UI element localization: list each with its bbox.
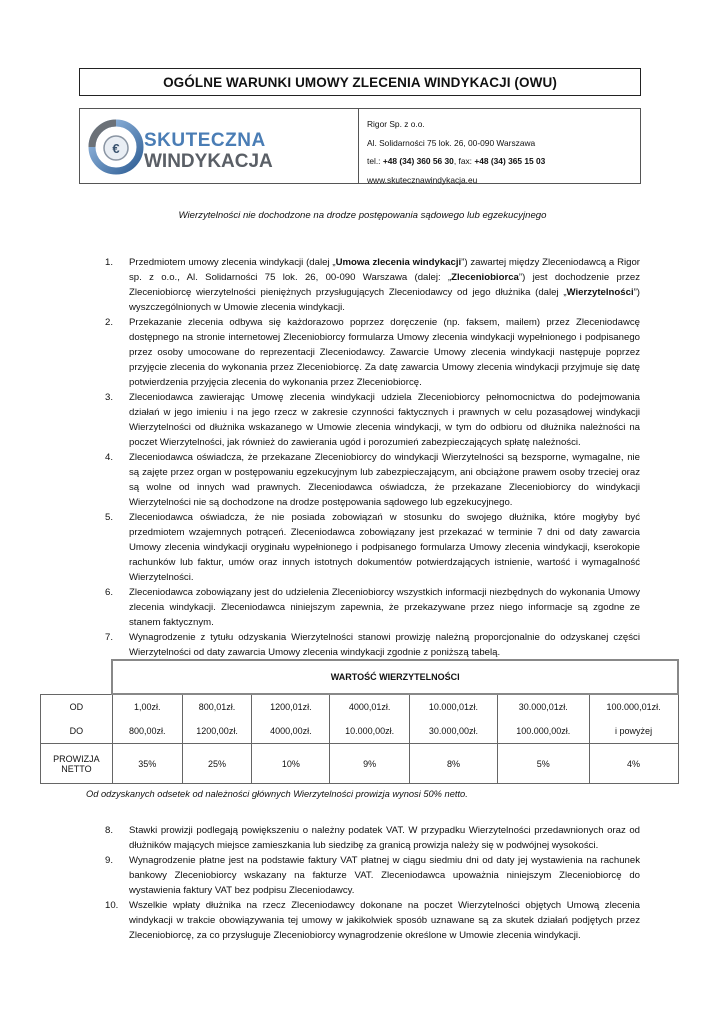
term-text: Przedmiotem umowy zlecenia windykacji (dalej „: [129, 257, 336, 268]
term-item: [105, 898, 640, 943]
term-item: [105, 255, 640, 315]
range-to: 30.000,00zł.: [428, 726, 478, 736]
range-from: 100.000,01zł.: [606, 702, 661, 712]
term-text: Wynagrodzenie z tytułu odzyskania Wierzytelności stanowi prowizję należną proporcjonalnie do odzyskanej części Wierzytelności od daty zawarcia Umowy zlecenia windykacji zgodnie z poniższą tabelą.: [129, 632, 640, 658]
term-text: Zleceniodawca oświadcza, że nie posiada zobowiązań w stosunku do swojego dłużnika, które mogłyby być przedmiotem wzajemnych potrąceń. Zleceniodawca zobowiązany jest przekazać w terminie 7 dni od daty zawarcia Umowy zlecenia windykacji oryginału wypełnionego i podpisanego formularza Umowy zlecenia windykacji, kserokopie rachunków lub faktur, umów oraz innych istotnych dokumentów potwierdzających istnienie, wartość i wymagalność Wierzytelności.: [129, 512, 640, 583]
term-text: Wynagrodzenie płatne jest na podstawie faktury VAT płatnej w ciągu siedmiu dni od daty jej wystawienia na rachunek bankowy Zleceniobiorcy wskazany na fakturze VAT. Zleceniodawca upoważnia niniejszym Zleceniobiorcę do wystawienia faktury VAT bez podpisu Zleceniodawcy.: [129, 855, 640, 896]
term-text: Zleceniodawca oświadcza, że przekazane Zleceniobiorcy do windykacji Wierzytelności są bezsporne, wymagalne, nie są zajęte przez organ w postępowaniu egzekucyjnym lub zabezpieczającym, ani obciążone prawem osoby trzeciej oraz są wolne od innych wad prawnych. Zleceniodawca oświadcza, że przekazane Zleceniobiorcy do windykacji Wierzytelności nie są dochodzone na drodze postępowania sądowego lub egzekucyjnego.: [129, 452, 640, 508]
range-to: 800,00zł.: [128, 726, 166, 736]
commission-cell: 9%: [330, 744, 410, 784]
terms-list-2: [105, 823, 640, 943]
company-website[interactable]: www.skutecznawindykacja.eu: [367, 174, 478, 185]
range-cell: [497, 694, 589, 744]
term-number: 6.: [105, 587, 114, 598]
term-number: 3.: [105, 392, 114, 403]
logo-line2: WINDYKACJA: [144, 151, 273, 172]
range-cell: [330, 694, 410, 744]
range-cell: [410, 694, 498, 744]
commission-cell: 35%: [112, 744, 182, 784]
table-header: WARTOŚĆ WIERZYTELNOŚCI: [112, 660, 678, 694]
term-text: Stawki prowizji podlegają powiększeniu o należny podatek VAT. W przypadku Wierzytelności przedawnionych oraz od dłużników mających miejsce zamieszkania lub siedzibę za granicą prowizja należy się w podwójnej wysokości.: [129, 825, 640, 851]
commission-table-wrap: [40, 659, 679, 784]
logo: [80, 109, 359, 183]
range-label-cell: [41, 694, 113, 744]
fax-label: , fax:: [453, 156, 475, 166]
term-number: 1.: [105, 257, 114, 268]
term-defined: Wierzytelności: [566, 287, 634, 298]
commission-cell: 8%: [410, 744, 498, 784]
term-text: ”) zawartej między Zleceniodawcą a Rigor sp. z o.o., Al. Solidarności 75 lok. 26, 00-090 Warszawa (dalej: „: [129, 257, 640, 283]
range-cell: [112, 694, 182, 744]
term-item: [105, 630, 640, 660]
term-item: [105, 823, 640, 853]
term-item: [105, 585, 640, 630]
term-defined: Umowa zlecenia windykacji: [335, 257, 462, 268]
fax-number: +48 (34) 365 15 03: [474, 156, 546, 166]
range-from: 4000,01zł.: [348, 702, 391, 712]
company-info: [359, 109, 640, 183]
company-header: [79, 108, 641, 184]
commission-cell: 10%: [252, 744, 330, 784]
term-number: 10.: [105, 900, 119, 911]
row-label-do: DO: [69, 725, 84, 736]
company-name: Rigor Sp. z o.o.: [367, 119, 425, 129]
term-text: Zleceniodawca zobowiązany jest do udzielenia Zleceniobiorcy wszystkich informacji niezbędnych do wykonania Umowy zlecenia windykacji. Zleceniodawca niniejszym zapewnia, że przekazywane przez niego informacje są zgodne ze stanem faktycznym.: [129, 587, 640, 628]
row-label-od: OD: [69, 701, 84, 712]
commission-cell: 25%: [182, 744, 252, 784]
range-from: 1,00zł.: [133, 702, 161, 712]
term-defined: Zleceniobiorca: [451, 272, 519, 283]
term-text: Przekazanie zlecenia odbywa się każdorazowo poprzez doręczenie (np. faksem, mailem) przez Zleceniodawcę dostępnego na stronie internetowej Zleceniobiorcy formularza Umowy zlecenia windykacji wypełnionego i podpisanego przez osoby umocowane do reprezentacji Zleceniodawcy. Zawarcie Umowy zlecenia windykacji następuje poprzez przyjęcie zlecenia do wykonania przez Zleceniobiorcę. Za datę zawarcia Umowy zlecenia windykacji przyjmuje się datę potwierdzenia przyjęcia zlecenia do wykonania przez Zleceniobiorcę.: [129, 317, 640, 388]
subtitle: Wierzytelności nie dochodzone na drodze postępowania sądowego lub egzekucyjnego: [178, 210, 547, 221]
range-to: 4000,00zł.: [270, 726, 312, 736]
terms-list-1: [105, 255, 640, 660]
term-text: Zleceniodawca zawierając Umowę zlecenia windykacji udziela Zleceniobiorcy pełnomocnictwa do podejmowania działań w jego imieniu i na jego rzecz w zakresie czynności faktycznych i prawnych w celu pozasądowej windykacji Wierzytelności od dłużnika wskazanego w Umowie zlecenia windykacji, w tym do odbioru od dłużnika należności na poczet Wierzytelności, jak również do zawierania ugód i porozumień zabezpieczających spłatę należności.: [129, 392, 640, 448]
range-to: i powyżej: [615, 726, 653, 736]
range-from: 1200,01zł.: [270, 702, 312, 712]
term-number: 4.: [105, 452, 114, 463]
term-number: 9.: [105, 855, 114, 866]
term-number: 5.: [105, 512, 114, 523]
interest-note: Od odzyskanych odsetek od należności głównych Wierzytelności prowizja wynosi 50% netto.: [86, 789, 468, 799]
company-contact: [367, 152, 640, 171]
range-to: 10.000,00zł.: [345, 726, 395, 736]
term-number: 7.: [105, 632, 114, 643]
range-to: 100.000,00zł.: [516, 726, 571, 736]
logo-graphic: [86, 115, 286, 179]
commission-cell: 5%: [497, 744, 589, 784]
tel-label: tel.:: [367, 156, 383, 166]
term-item: [105, 510, 640, 585]
term-item: [105, 853, 640, 898]
range-cell: [589, 694, 678, 744]
term-text: ”) wyszczególnionych w Umowie zlecenia windykacji.: [129, 287, 640, 313]
range-cell: [182, 694, 252, 744]
range-to: 1200,00zł.: [196, 726, 238, 736]
term-item: [105, 390, 640, 450]
commission-table: [40, 659, 679, 784]
tel-number: +48 (34) 360 56 30: [382, 156, 454, 166]
term-text: ”) jest dochodzenie przez Zleceniobiorcę wierzytelności pieniężnych przysługujących Zleceniodawcy od jego dłużnika (dalej „: [129, 272, 640, 298]
row-label-prowizja: PROWIZJA NETTO: [41, 744, 113, 784]
commission-cell: 4%: [589, 744, 678, 784]
term-item: [105, 450, 640, 510]
company-address: Al. Solidarności 75 lok. 26, 00-090 Warszawa: [367, 137, 536, 148]
range-from: 30.000,01zł.: [518, 702, 568, 712]
document-title: OGÓLNE WARUNKI UMOWY ZLECENIA WINDYKACJI (OWU): [79, 68, 641, 96]
range-from: 800,01zł.: [198, 702, 236, 712]
term-text: Wszelkie wpłaty dłużnika na rzecz Zleceniodawcy dokonane na poczet Wierzytelności objętych Umową zlecenia windykacji w trakcie obowiązywania tej umowy w jakikolwiek sposób uznawane są za skutek działań podjętych przez Zleceniobiorcę, za co przysługuje Zleceniobiorcy wynagrodzenie określone w Umowie zlecenia windykacji.: [129, 900, 640, 941]
range-cell: [252, 694, 330, 744]
logo-line1: SKUTECZNA: [144, 130, 266, 151]
term-number: 8.: [105, 825, 114, 836]
term-item: [105, 315, 640, 390]
svg-text:€: €: [112, 141, 120, 156]
term-number: 2.: [105, 317, 114, 328]
range-from: 10.000,01zł.: [428, 702, 478, 712]
